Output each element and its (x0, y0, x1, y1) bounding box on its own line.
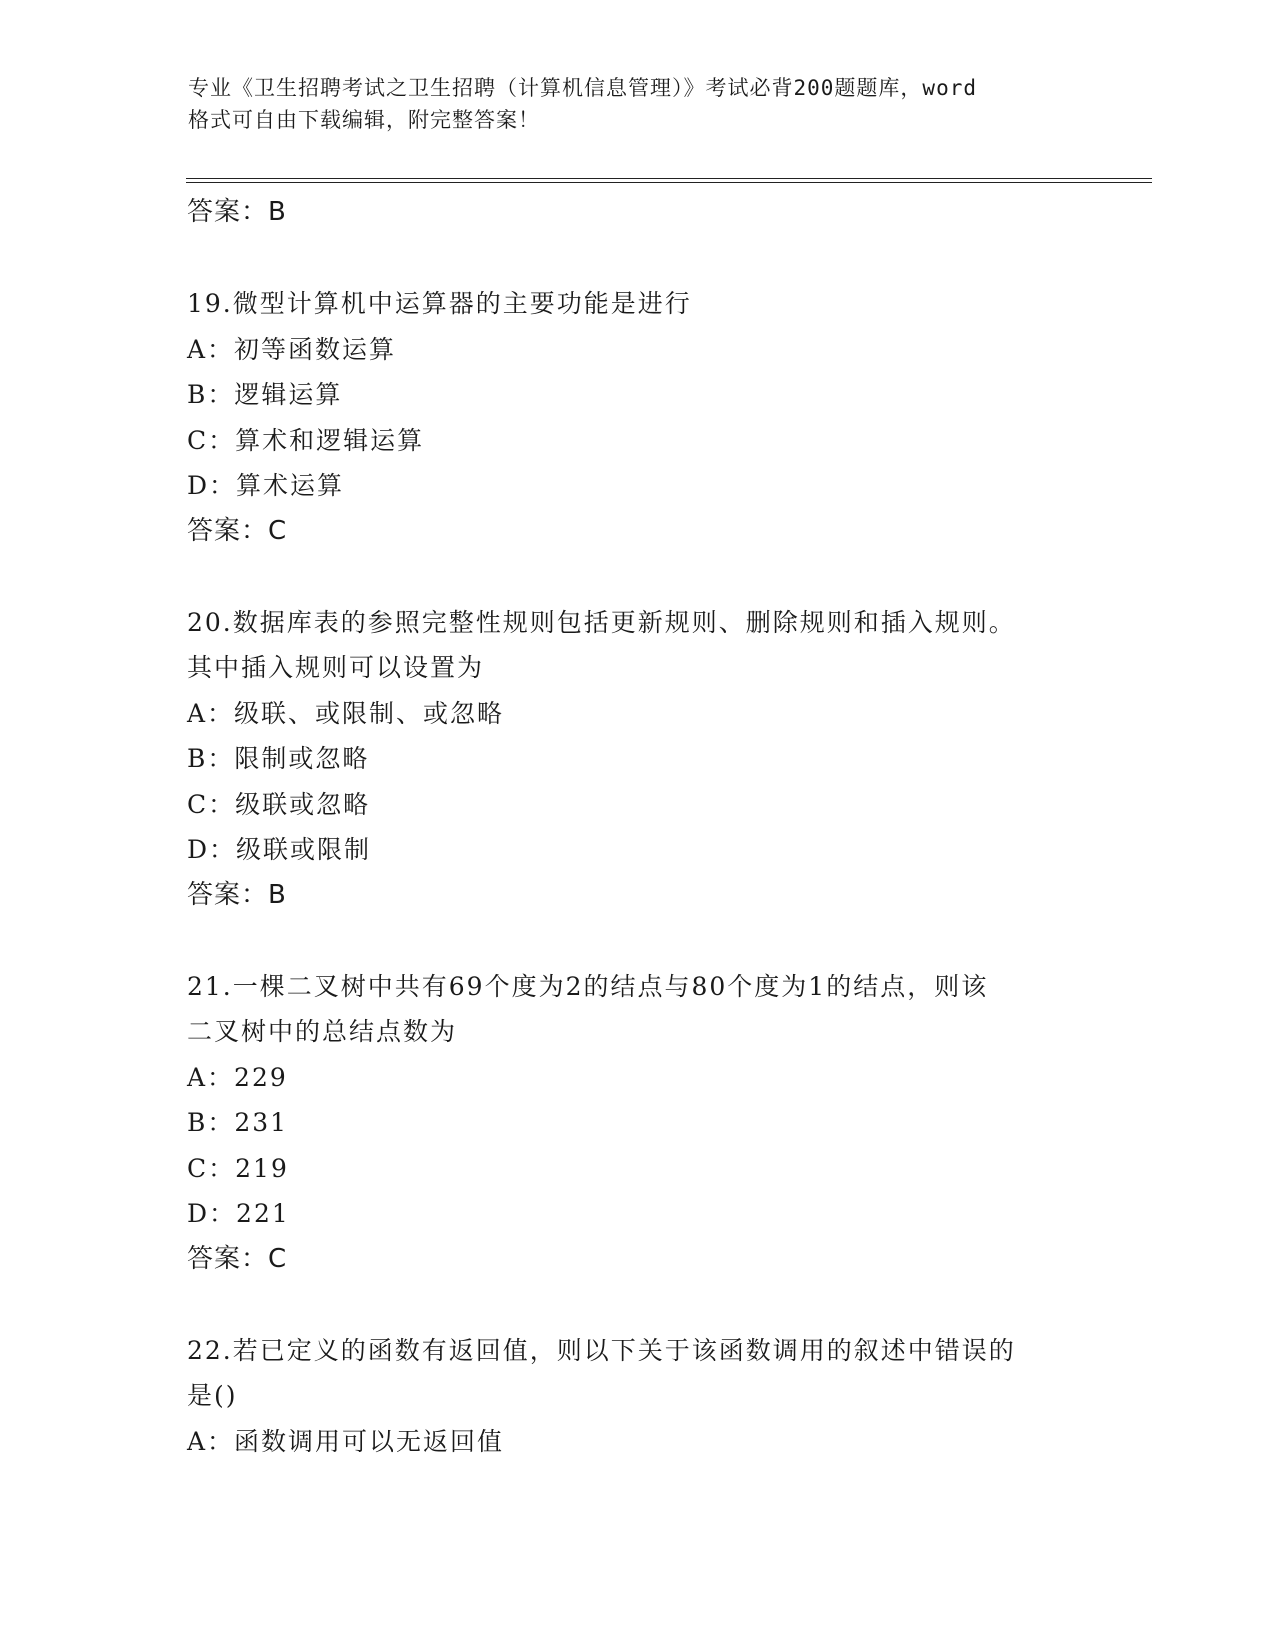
previous-answer: 答案：B (187, 197, 287, 227)
header-line-2: 格式可自由下载编辑，附完整答案！ (188, 108, 540, 132)
answer-line: 答案：C (187, 515, 288, 546)
answer-line: 答案：B (187, 879, 287, 910)
question-stem-line: 20.数据库表的参照完整性规则包括更新规则、删除规则和插入规则。 (187, 607, 1016, 637)
option-d: D：级联或限制 (187, 835, 372, 864)
question-block (187, 964, 1087, 1283)
question-stem-line: 其中插入规则可以设置为 (187, 653, 485, 682)
option-b: B：限制或忽略 (187, 744, 370, 773)
document-header (188, 72, 1088, 136)
spacer (187, 918, 1087, 964)
question-block (187, 281, 1087, 554)
question-stem-line: 19.微型计算机中运算器的主要功能是进行 (187, 289, 692, 318)
question-block (187, 600, 1087, 919)
header-divider-bottom (186, 182, 1152, 183)
option-c: C：算术和逻辑运算 (187, 425, 425, 455)
spacer (187, 236, 1087, 282)
question-stem-line: 22.若已定义的函数有返回值，则以下关于该函数调用的叙述中错误的 (187, 1335, 1016, 1365)
option-a: A：初等函数运算 (187, 334, 397, 364)
question-stem-line: 21.一棵二叉树中共有69个度为2的结点与80个度为1的结点，则该 (187, 971, 989, 1001)
option-c: C：级联或忽略 (187, 789, 371, 819)
option-b: B：逻辑运算 (187, 380, 343, 409)
option-a: A：229 (187, 1062, 288, 1092)
option-d: D：221 (187, 1199, 290, 1228)
option-a: A：级联、或限制、或忽略 (187, 698, 505, 728)
question-block (187, 1328, 1087, 1465)
option-b: B：231 (187, 1108, 289, 1137)
header-line-1: 专业《卫生招聘考试之卫生招聘（计算机信息管理）》考试必背200题题库，word (188, 76, 977, 100)
question-stem-line: 是() (187, 1381, 238, 1410)
spacer (187, 554, 1087, 600)
answer-line: 答案：C (187, 1243, 288, 1274)
spacer (187, 1282, 1087, 1328)
option-d: D：算术运算 (187, 471, 345, 500)
question-stem-line: 二叉树中的总结点数为 (187, 1017, 458, 1046)
option-c: C：219 (187, 1153, 289, 1183)
question-list (187, 190, 1087, 1464)
option-a: A：函数调用可以无返回值 (187, 1426, 505, 1456)
header-divider-top (186, 178, 1152, 179)
